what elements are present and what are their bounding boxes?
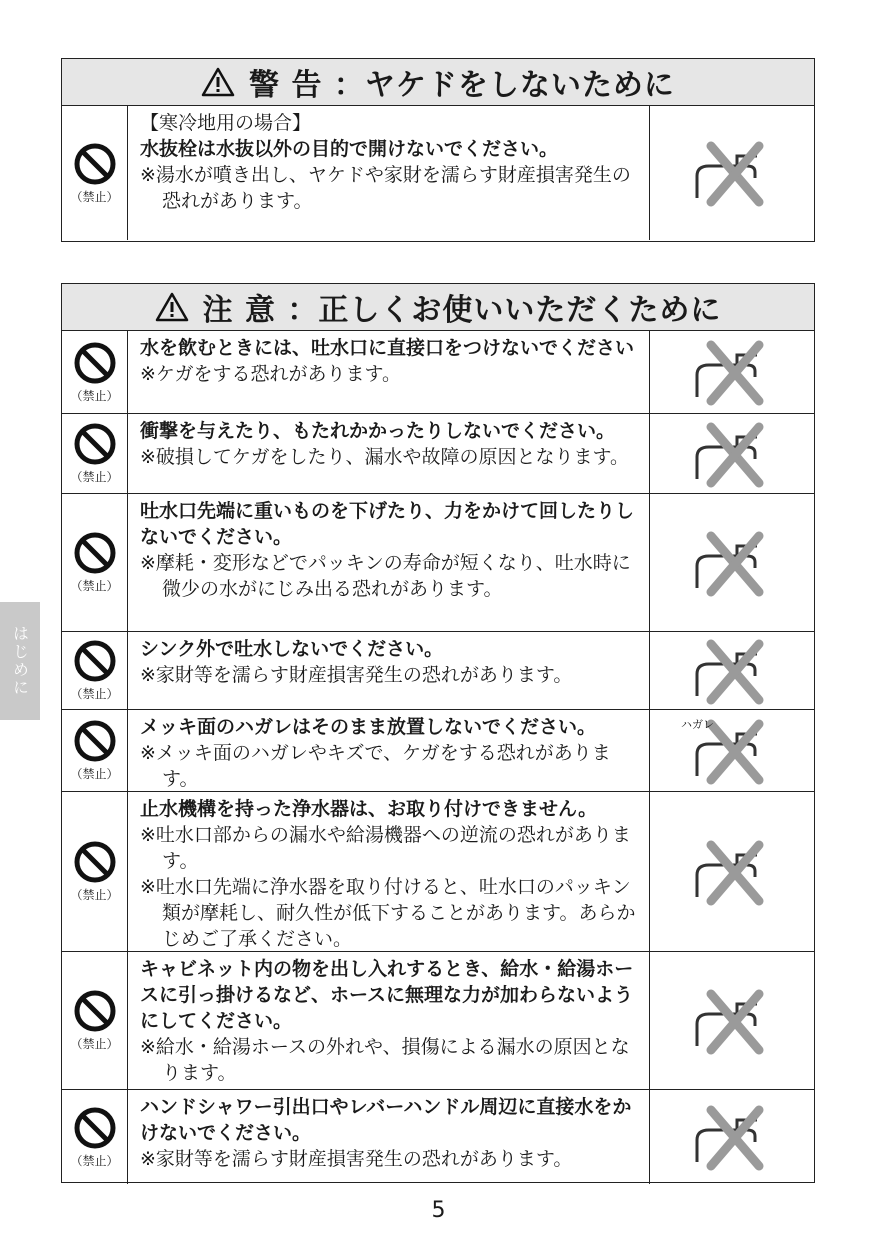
notice-text [128, 792, 650, 951]
prohibition-label: （禁止） [70, 579, 119, 593]
prohibition-label: （禁止） [70, 767, 119, 781]
notice-condition: 【寒冷地用の場合】 [140, 112, 312, 134]
notice-note: ※家財等を濡らす財産損害発生の恐れがあります。 [140, 1148, 573, 1170]
prohibition-cell [62, 494, 128, 631]
notice-heading: 吐水口先端に重いものを下げたり、力をかけて回したりしないでください。 [140, 500, 635, 548]
prohibition-icon [73, 142, 117, 186]
prohibition-cell [62, 792, 128, 951]
notice-note: ※吐水口部からの漏水や給湯機器への逆流の恐れがあります。 [140, 824, 631, 872]
prohibition-cell [62, 331, 128, 413]
prohibition-icon [73, 989, 117, 1033]
notice-text [128, 632, 650, 709]
cross-mark-icon [711, 536, 759, 592]
notice-heading: 止水機構を持った浄水器は、お取り付けできません。 [140, 798, 598, 820]
illustration [677, 528, 787, 598]
cross-mark-icon [711, 724, 759, 780]
prohibition-icon [73, 422, 117, 466]
notice-note: ※湯水が噴き出し、ヤケドや家財を濡らす財産損害発生の恐れがあります。 [140, 164, 631, 212]
illustration-cell [650, 710, 814, 791]
caution-box [61, 283, 815, 1183]
notice-text [128, 952, 650, 1089]
warning-title: 警 告 ：ヤケドをしないために [249, 68, 675, 103]
illustration [677, 986, 787, 1056]
illustration-cell [650, 414, 814, 493]
side-tab: はじめに [0, 602, 40, 720]
prohibition-label: （禁止） [70, 1153, 119, 1168]
prohibition-cell [62, 106, 128, 240]
prohibition-cell [62, 952, 128, 1089]
illustration [677, 1102, 787, 1172]
notice-row [62, 951, 814, 1089]
notice-row [62, 631, 814, 709]
prohibition-cell [62, 632, 128, 709]
notice-heading: 水を飲むときには、吐水口に直接口をつけないでください [140, 337, 635, 359]
notice-note: ※メッキ面のハガレやキズで、ケガをする恐れがあります。 [140, 742, 611, 790]
cross-mark-icon [711, 1110, 759, 1166]
caution-rows [62, 331, 814, 1184]
notice-note: ※破損してケガをしたり、漏水や故障の原因となります。 [140, 446, 630, 468]
warning-box [61, 58, 815, 242]
illustration-cell [650, 1090, 814, 1184]
notice-row [62, 709, 814, 791]
prohibition-label: （禁止） [70, 1037, 119, 1051]
notice-row [62, 493, 814, 631]
caution-title: 注 意 ：正しくお使いいただくために [202, 293, 722, 328]
illustration [677, 716, 787, 786]
notice-note: ※摩耗・変形などでパッキンの寿命が短くなり、吐水時に微少の水がにじみ出る恐れがあります。 [140, 552, 631, 600]
page-number: 5 [431, 1198, 446, 1223]
prohibition-icon [73, 639, 117, 683]
notice-row [62, 1089, 814, 1184]
notice-row [62, 791, 814, 951]
notice-note: ※給水・給湯ホースの外れや、損傷による漏水の原因となります。 [140, 1036, 630, 1084]
notice-heading: シンク外で吐水しないでください。 [140, 638, 444, 660]
prohibition-cell [62, 1090, 128, 1184]
illustration [677, 837, 787, 907]
notice-text [128, 331, 650, 413]
illustration-label: ハガレ [681, 717, 714, 731]
prohibition-label: （禁止） [70, 189, 119, 204]
cross-mark-icon [711, 345, 759, 401]
illustration [677, 138, 787, 208]
prohibition-label: （禁止） [70, 888, 119, 902]
notice-heading: メッキ面のハガレはそのまま放置しないでください。 [140, 716, 597, 738]
illustration [677, 419, 787, 489]
notice-row [62, 106, 814, 240]
prohibition-icon [73, 341, 117, 385]
notice-note: ※吐水口先端に浄水器を取り付けると、吐水口のパッキン類が摩耗し、耐久性が低下することがあります。あらかじめご了承ください。 [140, 876, 636, 950]
cross-mark-icon [711, 644, 759, 700]
caution-header [62, 284, 814, 331]
notice-text [128, 1090, 650, 1184]
prohibition-icon [73, 719, 117, 763]
notice-row [62, 331, 814, 413]
notice-text [128, 106, 650, 240]
warning-triangle-icon [201, 67, 235, 97]
warning-rows [62, 106, 814, 240]
illustration-cell [650, 494, 814, 631]
cross-mark-icon [711, 427, 759, 483]
cross-mark-icon [711, 994, 759, 1050]
notice-heading: ハンドシャワー引出口やレバーハンドル周辺に直接水をかけないでください。 [140, 1096, 632, 1144]
notice-text [128, 494, 650, 631]
illustration-cell [650, 792, 814, 951]
illustration [677, 337, 787, 407]
notice-text [128, 710, 650, 791]
illustration [677, 636, 787, 706]
prohibition-cell [62, 710, 128, 791]
prohibition-cell [62, 414, 128, 493]
notice-row [62, 413, 814, 493]
notice-note: ※ケガをする恐れがあります。 [140, 363, 402, 385]
illustration-cell [650, 952, 814, 1089]
illustration-cell [650, 331, 814, 413]
prohibition-label: （禁止） [70, 388, 119, 403]
prohibition-icon [73, 1106, 117, 1150]
illustration-cell [650, 632, 814, 709]
prohibition-icon [73, 531, 117, 575]
warning-header [62, 59, 814, 106]
illustration-cell [650, 106, 814, 240]
cross-mark-icon [711, 146, 759, 202]
cross-mark-icon [711, 845, 759, 901]
caution-triangle-icon [155, 292, 189, 322]
notice-text [128, 414, 650, 493]
prohibition-label: （禁止） [70, 470, 119, 484]
notice-heading: 衝撃を与えたり、もたれかかったりしないでください。 [140, 420, 616, 442]
prohibition-icon [73, 840, 117, 884]
notice-heading: 水抜栓は水抜以外の目的で開けないでください。 [140, 138, 559, 160]
notice-heading: キャビネット内の物を出し入れするとき、給水・給湯ホースに引っ掛けるなど、ホースに無理な力が加わらないようにしてください。 [140, 958, 634, 1032]
notice-note: ※家財等を濡らす財産損害発生の恐れがあります。 [140, 664, 573, 686]
prohibition-label: （禁止） [70, 687, 119, 701]
